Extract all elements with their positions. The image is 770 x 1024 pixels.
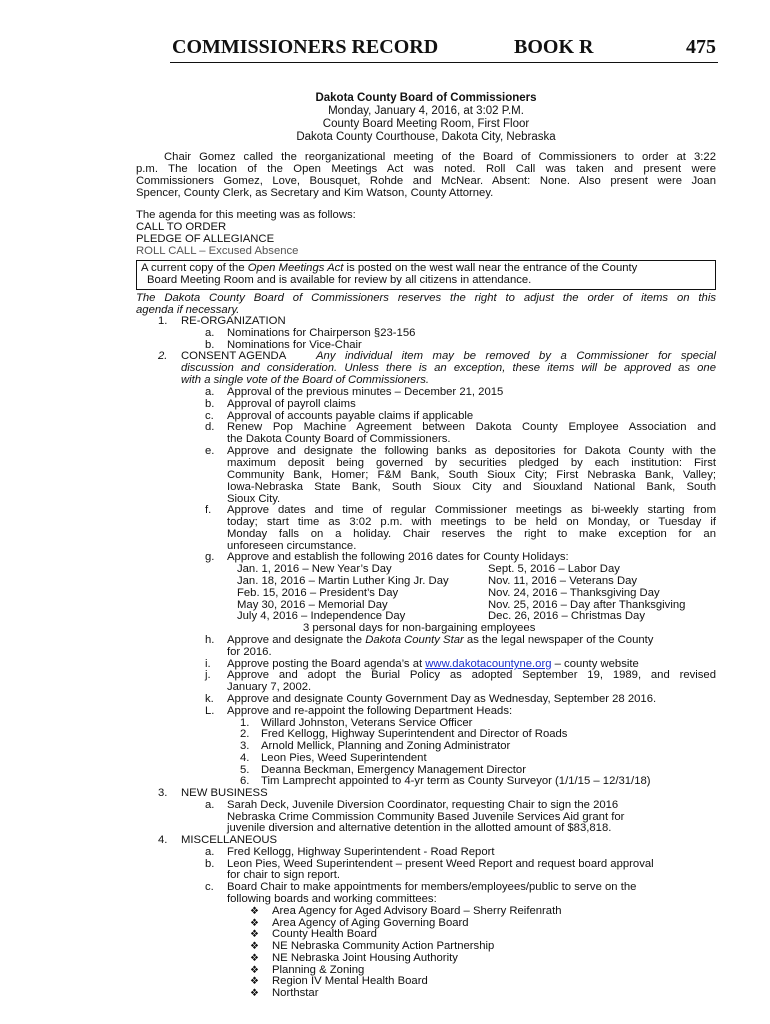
s2-item-h-2: for 2016. — [227, 646, 272, 658]
board-7: Region IV Mental Health Board — [272, 975, 428, 987]
head-num-5: 5. — [240, 764, 250, 776]
bullet-icon: ❖ — [250, 906, 259, 917]
s2-item-f-3: Monday falls on a holiday. Chair reserves the right to make exception for an — [227, 528, 716, 540]
notice-line-2: Board Meeting Room and is available for review by all citizens in attendance. — [147, 274, 532, 286]
department-head-1: Willard Johnston, Veterans Service Officer — [261, 717, 473, 729]
board-1: Area Agency for Aged Advisory Board – Sherry Reifenrath — [272, 905, 562, 917]
head-num-2: 2. — [240, 728, 250, 740]
letter-k: k. — [205, 693, 214, 705]
letter-g: g. — [205, 551, 215, 563]
letter-h: h. — [205, 634, 215, 646]
reserve-line-2: agenda if necessary. — [136, 304, 240, 316]
s2-item-h-1 — [227, 634, 653, 646]
holiday-left-5: July 4, 2016 – Independence Day — [237, 610, 406, 622]
notice-line-1 — [141, 262, 711, 274]
letter-e: e. — [205, 445, 215, 457]
personal-days: 3 personal days for non-bargaining employees — [303, 622, 536, 634]
s2-item-f-4: unforeseen circumstance. — [227, 540, 357, 552]
s3-item-a-1: Sarah Deck, Juvenile Diversion Coordinator, requesting Chair to sign the 2016 — [227, 799, 619, 811]
s1-item-b: Nominations for Vice-Chair — [227, 339, 362, 351]
s4-item-a: Fred Kellogg, Highway Superintendent - Road Report — [227, 846, 495, 858]
letter-j: j. — [205, 669, 211, 681]
holiday-left-2: Jan. 18, 2016 – Martin Luther King Jr. Day — [237, 575, 449, 587]
h-pre: Approve and designate the — [227, 634, 366, 646]
section-4-number: 4. — [158, 834, 168, 846]
department-head-3: Arnold Mellick, Planning and Zoning Administrator — [261, 740, 511, 752]
notice-italic: Open Meetings Act — [247, 262, 344, 274]
board-2: Area Agency of Aging Governing Board — [272, 917, 469, 929]
s4-item-c-2: following boards and working committees: — [227, 893, 437, 905]
page-header — [170, 36, 718, 63]
s2-item-e-2: maximum deposit being governed by securities pledged by each institution: First — [227, 457, 716, 469]
intro-line-3: Commissioners Gomez, Love, Bousquet, Rohde and McNear. Absent: None. Also present were Joan — [136, 175, 716, 187]
bullet-icon: ❖ — [250, 965, 259, 976]
s4-item-b-1: Leon Pies, Weed Superintendent – present Weed Report and request board approval — [227, 858, 654, 870]
section-4-title: MISCELLANEOUS — [181, 834, 278, 846]
holiday-left-4: May 30, 2016 – Memorial Day — [237, 599, 388, 611]
intro-line-1: Chair Gomez called the reorganizational meeting of the Board of Commissioners to order at 3:22 — [164, 151, 716, 163]
header-title: COMMISSIONERS RECORD — [172, 36, 439, 58]
letter-a: a. — [205, 846, 215, 858]
department-head-2: Fred Kellogg, Highway Superintendent and Director of Roads — [261, 728, 568, 740]
letter-b: b. — [205, 398, 215, 410]
s2-item-e-4: Iowa-Nebraska State Bank, South Sioux City and Siouxland National Bank, South — [227, 481, 716, 493]
s3-item-a-3: juvenile diversion and alternative detention in the allotted amount of $83,818. — [227, 822, 612, 834]
header-page-number: 475 — [686, 36, 716, 58]
letter-d: d. — [205, 421, 215, 433]
county-website-link[interactable]: www.dakotacountyne.org — [425, 658, 552, 670]
section-3-title: NEW BUSINESS — [181, 787, 268, 799]
letter-i: i. — [205, 658, 211, 670]
letter-L: L. — [205, 705, 215, 717]
bullet-icon: ❖ — [250, 929, 259, 940]
s2-item-j-2: January 7, 2002. — [227, 681, 312, 693]
department-head-4: Leon Pies, Weed Superintendent — [261, 752, 427, 764]
call-to-order: CALL TO ORDER — [136, 221, 227, 233]
section-3-number: 3. — [158, 787, 168, 799]
department-head-5: Deanna Beckman, Emergency Management Director — [261, 764, 526, 776]
bullet-icon: ❖ — [250, 953, 259, 964]
letter-a: a. — [205, 386, 215, 398]
board-3: County Health Board — [272, 928, 377, 940]
holiday-right-4: Nov. 25, 2016 – Day after Thanksgiving — [488, 599, 686, 611]
section-1-title: RE-ORGANIZATION — [181, 315, 286, 327]
intro-line-4: Spencer, County Clerk, as Secretary and Kim Watson, County Attorney. — [136, 187, 494, 199]
s2-item-e-3: Community Bank, Homer; F&M Bank, South Sioux City; First Nebraska Bank, Valley; — [227, 469, 716, 481]
letter-f: f. — [205, 504, 212, 516]
s4-item-b-2: for chair to sign report. — [227, 869, 341, 881]
s2-item-f-2: today; start time as 3:02 p.m. with meetings to be held on Monday, or Tuesday if — [227, 516, 716, 528]
s2-item-j-1: Approve and adopt the Burial Policy as adopted September 19, 1989, and revised — [227, 669, 716, 681]
holiday-left-3: Feb. 15, 2016 – President’s Day — [237, 587, 399, 599]
s1-item-a: Nominations for Chairperson §23-156 — [227, 327, 416, 339]
holiday-right-2: Nov. 11, 2016 – Veterans Day — [488, 575, 638, 587]
bullet-icon: ❖ — [250, 976, 259, 987]
letter-a: a. — [205, 327, 215, 339]
notice-pre: A current copy of the — [141, 262, 248, 274]
s2-item-b: Approval of payroll claims — [227, 398, 356, 410]
section-2-number: 2. — [158, 350, 168, 362]
title-line-1: Dakota County Board of Commissioners — [315, 92, 537, 104]
s2-item-g: Approve and establish the following 2016 dates for County Holidays: — [227, 551, 569, 563]
title-line-3: County Board Meeting Room, First Floor — [322, 118, 530, 130]
board-bullet-8 — [250, 987, 260, 1000]
title-line-2: Monday, January 4, 2016, at 3:02 P.M. — [328, 105, 524, 117]
board-5: NE Nebraska Joint Housing Authority — [272, 952, 458, 964]
s2-item-d-2: the Dakota County Board of Commissioners. — [227, 433, 451, 445]
s2-item-d-1: Renew Pop Machine Agreement between Dakota County Employee Association and — [227, 421, 716, 433]
department-head-6: Tim Lamprecht appointed to 4-yr term as County Surveyor (1/1/15 – 12/31/18) — [261, 775, 651, 787]
head-num-3: 3. — [240, 740, 250, 752]
i-pre: Approve posting the Board agenda’s at — [227, 658, 426, 670]
holiday-right-5: Dec. 26, 2016 – Christmas Day — [488, 610, 645, 622]
h-italic: Dakota County Star — [365, 634, 464, 646]
s4-item-c-1: Board Chair to make appointments for members/employees/public to serve on the — [227, 881, 637, 893]
s2-item-e-5: Sioux City. — [227, 493, 281, 505]
agenda-intro: The agenda for this meeting was as follows: — [136, 209, 356, 221]
h-post: as the legal newspaper of the County — [463, 634, 654, 646]
bullet-icon: ❖ — [250, 941, 259, 952]
i-post: – county website — [551, 658, 639, 670]
s2-item-L: Approve and re-appoint the following Department Heads: — [227, 705, 513, 717]
head-num-1: 1. — [240, 717, 250, 729]
title-line-4: Dakota County Courthouse, Dakota City, Nebraska — [296, 131, 556, 143]
holiday-right-3: Nov. 24, 2016 – Thanksgiving Day — [488, 587, 660, 599]
pledge: PLEDGE OF ALLEGIANCE — [136, 233, 275, 245]
head-num-6: 6. — [240, 775, 250, 787]
open-meetings-notice — [136, 260, 716, 290]
reserve-line-1: The Dakota County Board of Commissioners reserves the right to adjust the order of items on this — [136, 292, 716, 304]
s2-item-k: Approve and designate County Government Day as Wednesday, September 28 2016. — [227, 693, 657, 705]
section-1-number: 1. — [158, 315, 168, 327]
s2-italic-3: with a single vote of the Board of Commissioners. — [181, 374, 430, 386]
s3-item-a-2: Nebraska Crime Commission Community Based Juvenile Services Aid grant for — [227, 811, 625, 823]
intro-line-2: p.m. The location of the Open Meetings Act was noted. Roll Call was taken and present were — [136, 163, 716, 175]
bullet-icon: ❖ — [250, 988, 259, 999]
s2-item-e-1: Approve and designate the following banks as depositories for Dakota County with the — [227, 445, 716, 457]
bullet-icon: ❖ — [250, 918, 259, 929]
notice-post: is posted on the west wall near the entrance of the County — [343, 262, 638, 274]
letter-c: c. — [205, 881, 214, 893]
letter-b: b. — [205, 339, 215, 351]
s2-item-a: Approval of the previous minutes – December 21, 2015 — [227, 386, 504, 398]
s2-italic-1: Any individual item may be removed by a Commissioner for special — [316, 350, 716, 362]
roll-call: ROLL CALL – Excused Absence — [136, 245, 299, 257]
holiday-right-1: Sept. 5, 2016 – Labor Day — [488, 563, 620, 575]
board-6: Planning & Zoning — [272, 964, 365, 976]
letter-b: b. — [205, 858, 215, 870]
s2-item-c: Approval of accounts payable claims if applicable — [227, 410, 474, 422]
holiday-left-1: Jan. 1, 2016 – New Year’s Day — [237, 563, 392, 575]
s2-item-f-1: Approve dates and time of regular Commissioner meetings as bi-weekly starting from — [227, 504, 716, 516]
letter-c: c. — [205, 410, 214, 422]
s2-italic-2: discussion and consideration. Unless there is an exception, these items will be approved as one — [181, 362, 716, 374]
head-num-4: 4. — [240, 752, 250, 764]
board-4: NE Nebraska Community Action Partnership — [272, 940, 495, 952]
board-8: Northstar — [272, 987, 319, 999]
header-book: BOOK R — [514, 36, 594, 58]
letter-a: a. — [205, 799, 215, 811]
section-2-title: CONSENT AGENDA — [181, 350, 287, 362]
